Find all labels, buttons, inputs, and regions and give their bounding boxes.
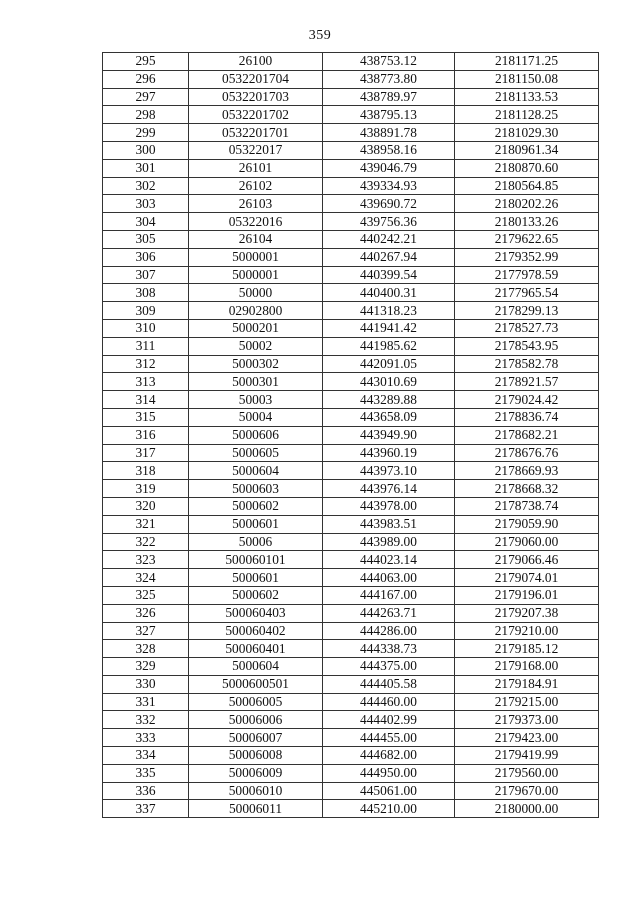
table-row xyxy=(103,480,599,498)
table-row xyxy=(103,444,599,462)
y-coordinate-cell: 2178527.73 xyxy=(455,319,599,337)
table-row xyxy=(103,551,599,569)
x-coordinate-cell: 441941.42 xyxy=(323,319,455,337)
row-index-cell: 311 xyxy=(103,337,189,355)
table-row xyxy=(103,159,599,177)
y-coordinate-cell: 2180202.26 xyxy=(455,195,599,213)
row-index-cell: 333 xyxy=(103,729,189,747)
row-index-cell: 325 xyxy=(103,586,189,604)
point-id-cell: 5000302 xyxy=(189,355,323,373)
y-coordinate-cell: 2179060.00 xyxy=(455,533,599,551)
row-index-cell: 316 xyxy=(103,426,189,444)
x-coordinate-cell: 444460.00 xyxy=(323,693,455,711)
table-row xyxy=(103,391,599,409)
page-number: 359 xyxy=(308,28,332,43)
table-row xyxy=(103,53,599,71)
y-coordinate-cell: 2180133.26 xyxy=(455,213,599,231)
table-row xyxy=(103,230,599,248)
x-coordinate-cell: 443010.69 xyxy=(323,373,455,391)
table-row xyxy=(103,693,599,711)
point-id-cell: 0532201703 xyxy=(189,88,323,106)
table-row xyxy=(103,675,599,693)
point-id-cell: 50006011 xyxy=(189,800,323,818)
table-row xyxy=(103,462,599,480)
row-index-cell: 320 xyxy=(103,497,189,515)
point-id-cell: 5000606 xyxy=(189,426,323,444)
x-coordinate-cell: 438773.80 xyxy=(323,70,455,88)
row-index-cell: 315 xyxy=(103,408,189,426)
y-coordinate-cell: 2178582.78 xyxy=(455,355,599,373)
row-index-cell: 319 xyxy=(103,480,189,498)
y-coordinate-cell: 2180000.00 xyxy=(455,800,599,818)
row-index-cell: 335 xyxy=(103,764,189,782)
table-row xyxy=(103,533,599,551)
x-coordinate-cell: 439334.93 xyxy=(323,177,455,195)
y-coordinate-cell: 2181029.30 xyxy=(455,124,599,142)
table-row xyxy=(103,604,599,622)
x-coordinate-cell: 439756.36 xyxy=(323,213,455,231)
y-coordinate-cell: 2179185.12 xyxy=(455,640,599,658)
table-row xyxy=(103,729,599,747)
y-coordinate-cell: 2178668.32 xyxy=(455,480,599,498)
y-coordinate-cell: 2181133.53 xyxy=(455,88,599,106)
x-coordinate-cell: 444063.00 xyxy=(323,569,455,587)
table-row xyxy=(103,284,599,302)
table-row xyxy=(103,337,599,355)
row-index-cell: 314 xyxy=(103,391,189,409)
x-coordinate-cell: 444375.00 xyxy=(323,658,455,676)
row-index-cell: 317 xyxy=(103,444,189,462)
table-row xyxy=(103,266,599,284)
x-coordinate-cell: 443976.14 xyxy=(323,480,455,498)
table-row xyxy=(103,141,599,159)
row-index-cell: 310 xyxy=(103,319,189,337)
point-id-cell: 5000604 xyxy=(189,658,323,676)
point-id-cell: 5000001 xyxy=(189,248,323,266)
table-row xyxy=(103,515,599,533)
y-coordinate-cell: 2179168.00 xyxy=(455,658,599,676)
row-index-cell: 297 xyxy=(103,88,189,106)
table-row xyxy=(103,319,599,337)
table-row xyxy=(103,124,599,142)
point-id-cell: 0532201704 xyxy=(189,70,323,88)
point-id-cell: 5000602 xyxy=(189,497,323,515)
point-id-cell: 26101 xyxy=(189,159,323,177)
coordinates-table xyxy=(102,52,599,818)
x-coordinate-cell: 439046.79 xyxy=(323,159,455,177)
y-coordinate-cell: 2179196.01 xyxy=(455,586,599,604)
x-coordinate-cell: 443978.00 xyxy=(323,497,455,515)
row-index-cell: 322 xyxy=(103,533,189,551)
point-id-cell: 500060403 xyxy=(189,604,323,622)
y-coordinate-cell: 2179423.00 xyxy=(455,729,599,747)
row-index-cell: 301 xyxy=(103,159,189,177)
y-coordinate-cell: 2178836.74 xyxy=(455,408,599,426)
table-row xyxy=(103,747,599,765)
row-index-cell: 321 xyxy=(103,515,189,533)
row-index-cell: 298 xyxy=(103,106,189,124)
table-row xyxy=(103,800,599,818)
row-index-cell: 312 xyxy=(103,355,189,373)
x-coordinate-cell: 443658.09 xyxy=(323,408,455,426)
y-coordinate-cell: 2178738.74 xyxy=(455,497,599,515)
point-id-cell: 50006010 xyxy=(189,782,323,800)
row-index-cell: 327 xyxy=(103,622,189,640)
table-row xyxy=(103,711,599,729)
y-coordinate-cell: 2179066.46 xyxy=(455,551,599,569)
table-row xyxy=(103,302,599,320)
row-index-cell: 304 xyxy=(103,213,189,231)
table-row xyxy=(103,106,599,124)
x-coordinate-cell: 444263.71 xyxy=(323,604,455,622)
row-index-cell: 324 xyxy=(103,569,189,587)
y-coordinate-cell: 2179373.00 xyxy=(455,711,599,729)
point-id-cell: 5000604 xyxy=(189,462,323,480)
table-row xyxy=(103,622,599,640)
x-coordinate-cell: 440242.21 xyxy=(323,230,455,248)
row-index-cell: 313 xyxy=(103,373,189,391)
point-id-cell: 5000600501 xyxy=(189,675,323,693)
table-row xyxy=(103,764,599,782)
x-coordinate-cell: 438789.97 xyxy=(323,88,455,106)
y-coordinate-cell: 2177965.54 xyxy=(455,284,599,302)
point-id-cell: 5000301 xyxy=(189,373,323,391)
x-coordinate-cell: 438958.16 xyxy=(323,141,455,159)
point-id-cell: 50006007 xyxy=(189,729,323,747)
point-id-cell: 02902800 xyxy=(189,302,323,320)
y-coordinate-cell: 2179207.38 xyxy=(455,604,599,622)
x-coordinate-cell: 444167.00 xyxy=(323,586,455,604)
y-coordinate-cell: 2181128.25 xyxy=(455,106,599,124)
point-id-cell: 05322017 xyxy=(189,141,323,159)
y-coordinate-cell: 2179670.00 xyxy=(455,782,599,800)
point-id-cell: 50002 xyxy=(189,337,323,355)
x-coordinate-cell: 444405.58 xyxy=(323,675,455,693)
y-coordinate-cell: 2181171.25 xyxy=(455,53,599,71)
point-id-cell: 50006006 xyxy=(189,711,323,729)
table-row xyxy=(103,586,599,604)
y-coordinate-cell: 2178669.93 xyxy=(455,462,599,480)
table-row xyxy=(103,569,599,587)
row-index-cell: 306 xyxy=(103,248,189,266)
point-id-cell: 0532201702 xyxy=(189,106,323,124)
coordinates-table-body xyxy=(103,53,599,818)
x-coordinate-cell: 443289.88 xyxy=(323,391,455,409)
x-coordinate-cell: 444286.00 xyxy=(323,622,455,640)
table-row xyxy=(103,88,599,106)
point-id-cell: 26104 xyxy=(189,230,323,248)
y-coordinate-cell: 2181150.08 xyxy=(455,70,599,88)
x-coordinate-cell: 438891.78 xyxy=(323,124,455,142)
x-coordinate-cell: 444950.00 xyxy=(323,764,455,782)
row-index-cell: 337 xyxy=(103,800,189,818)
point-id-cell: 5000601 xyxy=(189,515,323,533)
row-index-cell: 330 xyxy=(103,675,189,693)
row-index-cell: 331 xyxy=(103,693,189,711)
x-coordinate-cell: 440267.94 xyxy=(323,248,455,266)
table-row xyxy=(103,195,599,213)
point-id-cell: 5000601 xyxy=(189,569,323,587)
row-index-cell: 302 xyxy=(103,177,189,195)
row-index-cell: 329 xyxy=(103,658,189,676)
x-coordinate-cell: 443973.10 xyxy=(323,462,455,480)
row-index-cell: 323 xyxy=(103,551,189,569)
y-coordinate-cell: 2178921.57 xyxy=(455,373,599,391)
y-coordinate-cell: 2178299.13 xyxy=(455,302,599,320)
row-index-cell: 295 xyxy=(103,53,189,71)
y-coordinate-cell: 2179215.00 xyxy=(455,693,599,711)
table-row xyxy=(103,782,599,800)
x-coordinate-cell: 444338.73 xyxy=(323,640,455,658)
row-index-cell: 336 xyxy=(103,782,189,800)
table-row xyxy=(103,70,599,88)
y-coordinate-cell: 2178682.21 xyxy=(455,426,599,444)
point-id-cell: 50006009 xyxy=(189,764,323,782)
row-index-cell: 318 xyxy=(103,462,189,480)
point-id-cell: 50006005 xyxy=(189,693,323,711)
x-coordinate-cell: 444023.14 xyxy=(323,551,455,569)
y-coordinate-cell: 2178543.95 xyxy=(455,337,599,355)
y-coordinate-cell: 2177978.59 xyxy=(455,266,599,284)
table-row xyxy=(103,177,599,195)
point-id-cell: 50000 xyxy=(189,284,323,302)
y-coordinate-cell: 2180870.60 xyxy=(455,159,599,177)
row-index-cell: 334 xyxy=(103,747,189,765)
point-id-cell: 5000001 xyxy=(189,266,323,284)
y-coordinate-cell: 2179074.01 xyxy=(455,569,599,587)
row-index-cell: 303 xyxy=(103,195,189,213)
x-coordinate-cell: 440400.31 xyxy=(323,284,455,302)
table-row xyxy=(103,355,599,373)
table-row xyxy=(103,373,599,391)
y-coordinate-cell: 2180961.34 xyxy=(455,141,599,159)
row-index-cell: 309 xyxy=(103,302,189,320)
point-id-cell: 05322016 xyxy=(189,213,323,231)
point-id-cell: 26100 xyxy=(189,53,323,71)
table-row xyxy=(103,408,599,426)
row-index-cell: 307 xyxy=(103,266,189,284)
table-row xyxy=(103,248,599,266)
x-coordinate-cell: 444402.99 xyxy=(323,711,455,729)
point-id-cell: 5000201 xyxy=(189,319,323,337)
point-id-cell: 5000602 xyxy=(189,586,323,604)
x-coordinate-cell: 438753.12 xyxy=(323,53,455,71)
x-coordinate-cell: 441985.62 xyxy=(323,337,455,355)
row-index-cell: 328 xyxy=(103,640,189,658)
table-row xyxy=(103,640,599,658)
y-coordinate-cell: 2179419.99 xyxy=(455,747,599,765)
point-id-cell: 5000603 xyxy=(189,480,323,498)
row-index-cell: 305 xyxy=(103,230,189,248)
point-id-cell: 0532201701 xyxy=(189,124,323,142)
row-index-cell: 308 xyxy=(103,284,189,302)
y-coordinate-cell: 2178676.76 xyxy=(455,444,599,462)
x-coordinate-cell: 441318.23 xyxy=(323,302,455,320)
point-id-cell: 5000605 xyxy=(189,444,323,462)
point-id-cell: 26102 xyxy=(189,177,323,195)
x-coordinate-cell: 443960.19 xyxy=(323,444,455,462)
y-coordinate-cell: 2179622.65 xyxy=(455,230,599,248)
x-coordinate-cell: 439690.72 xyxy=(323,195,455,213)
point-id-cell: 50004 xyxy=(189,408,323,426)
table-row xyxy=(103,658,599,676)
point-id-cell: 50003 xyxy=(189,391,323,409)
point-id-cell: 500060401 xyxy=(189,640,323,658)
point-id-cell: 50006008 xyxy=(189,747,323,765)
y-coordinate-cell: 2179560.00 xyxy=(455,764,599,782)
point-id-cell: 500060101 xyxy=(189,551,323,569)
table-row xyxy=(103,497,599,515)
y-coordinate-cell: 2180564.85 xyxy=(455,177,599,195)
x-coordinate-cell: 440399.54 xyxy=(323,266,455,284)
row-index-cell: 299 xyxy=(103,124,189,142)
row-index-cell: 326 xyxy=(103,604,189,622)
y-coordinate-cell: 2179352.99 xyxy=(455,248,599,266)
table-row xyxy=(103,426,599,444)
y-coordinate-cell: 2179210.00 xyxy=(455,622,599,640)
table-row xyxy=(103,213,599,231)
point-id-cell: 500060402 xyxy=(189,622,323,640)
x-coordinate-cell: 444682.00 xyxy=(323,747,455,765)
row-index-cell: 300 xyxy=(103,141,189,159)
x-coordinate-cell: 443989.00 xyxy=(323,533,455,551)
y-coordinate-cell: 2179059.90 xyxy=(455,515,599,533)
x-coordinate-cell: 438795.13 xyxy=(323,106,455,124)
point-id-cell: 26103 xyxy=(189,195,323,213)
x-coordinate-cell: 443949.90 xyxy=(323,426,455,444)
y-coordinate-cell: 2179184.91 xyxy=(455,675,599,693)
x-coordinate-cell: 445061.00 xyxy=(323,782,455,800)
x-coordinate-cell: 443983.51 xyxy=(323,515,455,533)
row-index-cell: 296 xyxy=(103,70,189,88)
point-id-cell: 50006 xyxy=(189,533,323,551)
y-coordinate-cell: 2179024.42 xyxy=(455,391,599,409)
x-coordinate-cell: 442091.05 xyxy=(323,355,455,373)
x-coordinate-cell: 445210.00 xyxy=(323,800,455,818)
x-coordinate-cell: 444455.00 xyxy=(323,729,455,747)
row-index-cell: 332 xyxy=(103,711,189,729)
